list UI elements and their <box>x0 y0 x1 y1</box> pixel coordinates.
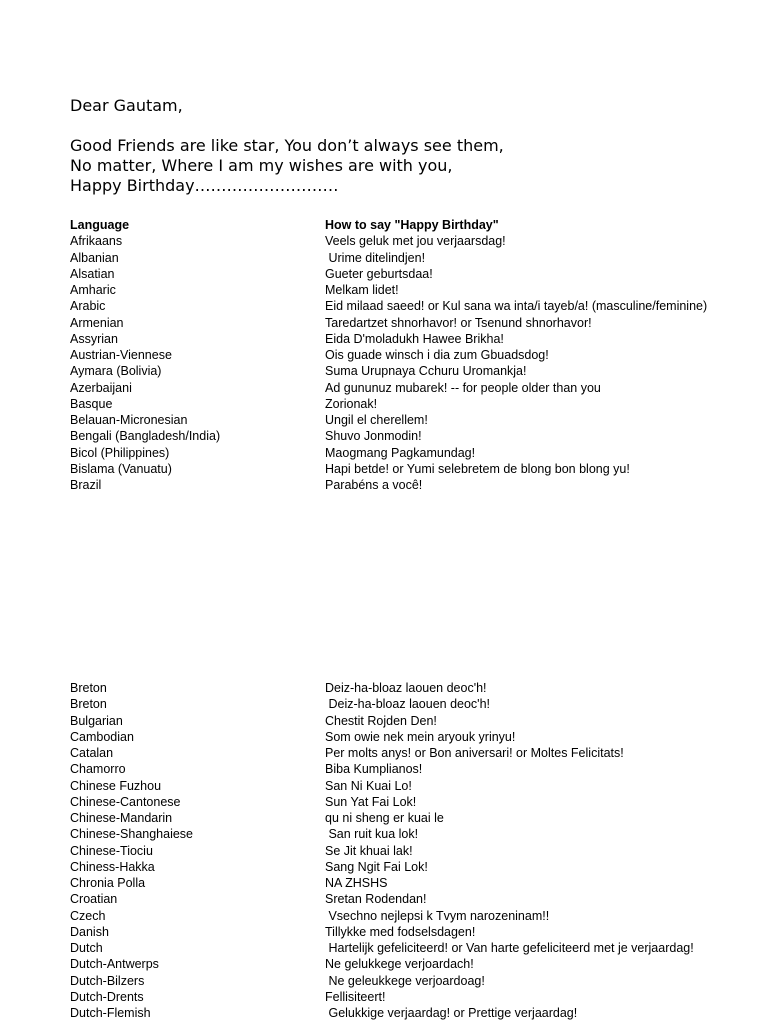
language-cell: Amharic <box>70 283 116 297</box>
language-cell: Breton <box>70 697 107 712</box>
language-cell: Albanian <box>70 250 119 265</box>
language-cell: Aymara (Bolivia) <box>70 364 162 379</box>
phrase-cell: Tillykke med fodselsdagen! <box>325 924 476 939</box>
phrase-cell: Eid milaad saeed! or Kul sana wa inta/i tayeb/a! (masculine/feminine) <box>325 299 708 314</box>
language-cell: Dutch <box>70 941 103 955</box>
phrase-cell: Ungil el cherellem! <box>325 413 428 427</box>
phrase-cell: Taredartzet shnorhavor! or Tsenund shnorhavor! <box>325 315 592 330</box>
phrase-cell: Urime ditelindjen! <box>325 250 426 265</box>
greeting: Dear Gautam, <box>70 96 183 115</box>
table-row <box>70 729 760 745</box>
language-cell: Chinese Fuzhou <box>70 778 162 793</box>
language-cell: Dutch-Bilzers <box>70 973 145 988</box>
phrase-cell: Hapi betde! or Yumi selebretem de blong bon blong yu! <box>325 461 630 476</box>
table-row <box>70 826 760 842</box>
phrase-cell: Sang Ngit Fai Lok! <box>325 859 428 874</box>
language-cell: Dutch-Drents <box>70 989 144 1004</box>
phrase-cell: Shuvo Jonmodin! <box>325 429 422 444</box>
language-cell: Catalan <box>70 746 114 760</box>
phrase-cell: Ad gununuz mubarek! -- for people older than you <box>325 380 601 395</box>
language-cell: Danish <box>70 924 109 939</box>
phrase-cell: San ruit kua lok! <box>325 827 419 842</box>
language-cell: Bislama (Vanuatu) <box>70 461 172 476</box>
table-row <box>70 461 760 477</box>
phrase-cell: Zorionak! <box>325 396 378 411</box>
table-row <box>70 745 760 761</box>
table-row <box>70 396 760 412</box>
table-row <box>70 696 760 712</box>
language-cell: Belauan-Micronesian <box>70 413 188 427</box>
phrase-cell: Parabéns a você! <box>325 478 423 492</box>
phrase-cell: Eida D'moladukh Hawee Brikha! <box>325 331 504 346</box>
table-row <box>70 428 760 444</box>
table-row <box>70 298 760 314</box>
table-row <box>70 973 760 989</box>
language-cell: Dutch-Flemish <box>70 1006 151 1020</box>
table-body <box>70 233 760 493</box>
language-cell: Basque <box>70 396 113 411</box>
phrase-cell: Sretan Rodendan! <box>325 892 427 907</box>
phrase-cell: NA ZHSHS <box>325 876 388 890</box>
language-cell: Czech <box>70 908 106 923</box>
language-cell: Bengali (Bangladesh/India) <box>70 429 221 444</box>
table-row <box>70 477 760 493</box>
table-row <box>70 940 760 956</box>
table-row <box>70 331 760 347</box>
phrase-cell: Vsechno nejlepsi k Tvym narozeninam!! <box>325 908 550 923</box>
table-row <box>70 908 760 924</box>
phrase-cell: Melkam lidet! <box>325 283 399 297</box>
table-row <box>70 810 760 826</box>
language-cell: Chiness-Hakka <box>70 859 155 874</box>
language-cell: Armenian <box>70 315 124 330</box>
table-row <box>70 761 760 777</box>
table-row <box>70 778 760 794</box>
table-row <box>70 843 760 859</box>
language-cell: Assyrian <box>70 331 118 346</box>
letter-line: No matter, Where I am my wishes are with you, <box>70 156 453 175</box>
table-body <box>70 680 760 1021</box>
language-cell: Chinese-Tiociu <box>70 843 153 858</box>
table-row <box>70 233 760 249</box>
language-cell: Cambodian <box>70 729 134 744</box>
phrase-cell: Veels geluk met jou verjaarsdag! <box>325 234 506 249</box>
table-row <box>70 363 760 379</box>
language-cell: Chronia Polla <box>70 876 146 890</box>
birthday-table-page-2 <box>70 680 760 1021</box>
language-cell: Chamorro <box>70 762 126 777</box>
letter-line: Happy Birthday……………………… <box>70 176 339 195</box>
language-cell: Azerbaijani <box>70 380 132 395</box>
spacer <box>70 116 504 136</box>
phrase-cell: Gueter geburtsdaa! <box>325 266 433 281</box>
phrase-cell: Sun Yat Fai Lok! <box>325 794 417 809</box>
table-row <box>70 1005 760 1021</box>
table-row <box>70 412 760 428</box>
language-cell: Chinese-Shanghaiese <box>70 827 194 842</box>
letter <box>70 96 504 196</box>
phrase-cell: Se Jit khuai lak! <box>325 843 413 858</box>
phrase-cell: Chestit Rojden Den! <box>325 713 437 728</box>
table-row <box>70 266 760 282</box>
language-cell: Chinese-Mandarin <box>70 811 173 825</box>
phrase-cell: Suma Urupnaya Cchuru Uromankja! <box>325 364 527 379</box>
phrase-cell: Hartelijk gefeliciteerd! or Van harte gefeliciteerd met je verjaardag! <box>325 941 694 955</box>
language-cell: Afrikaans <box>70 234 123 249</box>
language-cell: Chinese-Cantonese <box>70 794 181 809</box>
language-cell: Bicol (Philippines) <box>70 445 170 460</box>
table-row <box>70 380 760 396</box>
table-row <box>70 989 760 1005</box>
table-row <box>70 347 760 363</box>
phrase-cell: Biba Kumplianos! <box>325 762 423 777</box>
language-cell: Croatian <box>70 892 118 907</box>
table-header <box>70 217 760 233</box>
language-cell: Alsatian <box>70 266 115 281</box>
phrase-cell: Ne geleukkege verjoardoag! <box>325 973 485 988</box>
phrase-cell: Deiz-ha-bloaz laouen deoc'h! <box>325 697 490 712</box>
table-row <box>70 875 760 891</box>
phrase-cell: Ne gelukkege verjoardach! <box>325 957 474 972</box>
phrase-cell: San Ni Kuai Lo! <box>325 778 412 793</box>
phrase-cell: Fellisiteert! <box>325 989 386 1004</box>
language-cell: Dutch-Antwerps <box>70 957 159 972</box>
phrase-cell: Maogmang Pagkamundag! <box>325 445 476 460</box>
table-row <box>70 859 760 875</box>
language-cell: Arabic <box>70 299 106 314</box>
phrase-cell: Deiz-ha-bloaz laouen deoc'h! <box>325 681 487 695</box>
table-row <box>70 250 760 266</box>
table-row <box>70 282 760 298</box>
birthday-table-page-1 <box>70 217 760 493</box>
table-row <box>70 891 760 907</box>
phrase-cell: Per molts anys! or Bon aniversari! or Moltes Felicitats! <box>325 746 624 760</box>
phrase-cell: Ois guade winsch i dia zum Gbuadsdog! <box>325 348 549 362</box>
language-cell: Breton <box>70 681 107 695</box>
phrase-cell: Gelukkige verjaardag! or Prettige verjaardag! <box>325 1006 578 1020</box>
table-row <box>70 445 760 461</box>
header-phrase: How to say "Happy Birthday" <box>325 218 499 232</box>
language-cell: Brazil <box>70 478 102 492</box>
table-row <box>70 924 760 940</box>
language-cell: Austrian-Viennese <box>70 348 172 362</box>
table-row <box>70 713 760 729</box>
phrase-cell: qu ni sheng er kuai le <box>325 811 444 825</box>
header-language: Language <box>70 218 130 232</box>
table-row <box>70 794 760 810</box>
table-row <box>70 956 760 972</box>
language-cell: Bulgarian <box>70 713 123 728</box>
letter-line: Good Friends are like star, You don’t always see them, <box>70 136 504 155</box>
table-row <box>70 315 760 331</box>
table-row <box>70 680 760 696</box>
phrase-cell: Som owie nek mein aryouk yrinyu! <box>325 729 516 744</box>
